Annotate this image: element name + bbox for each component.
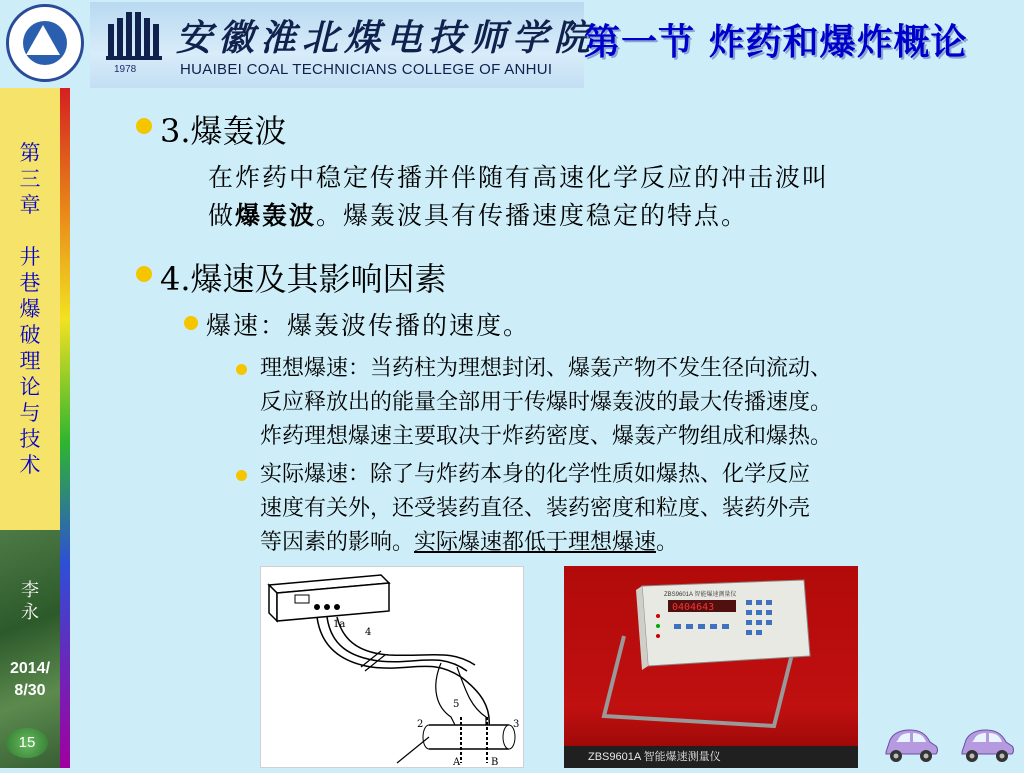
diagram-drawing xyxy=(261,567,525,769)
actual-velocity-paragraph xyxy=(260,458,810,560)
next-slide-car-icon[interactable] xyxy=(956,722,1018,766)
rainbow-divider xyxy=(60,88,70,768)
ideal-velocity-paragraph xyxy=(260,352,832,454)
term-bold: 爆轰波 xyxy=(235,201,317,230)
bullet-icon xyxy=(236,470,247,481)
college-name-chinese: 安徽淮北煤电技师学院 xyxy=(176,17,597,59)
chapter-char: 与 xyxy=(19,401,41,425)
svg-text:2: 2 xyxy=(417,719,424,730)
definition-line-2 xyxy=(208,196,748,232)
college-banner xyxy=(90,2,597,88)
photo-caption: ZBS9601A 智能爆速测量仪 xyxy=(564,746,858,768)
velocity-meter-photo xyxy=(564,566,858,768)
previous-slide-car-icon[interactable] xyxy=(880,722,942,766)
chapter-char: 第 xyxy=(19,141,41,165)
bullet-icon xyxy=(184,316,198,330)
actual-line: 速度有关外，还受装药直径、装药密度和粒度、装药外壳 xyxy=(260,496,811,521)
chapter-char: 巷 xyxy=(19,271,41,295)
definition-suffix: 。爆轰波具有传播速度稳定的特点。 xyxy=(316,201,749,230)
date-line: 8/30 xyxy=(14,682,46,699)
measurement-diagram xyxy=(260,566,524,768)
chapter-char: 章 xyxy=(19,193,41,217)
device-label: ZBS9601A 智能爆速测量仪 xyxy=(664,592,737,598)
svg-text:3: 3 xyxy=(513,719,520,730)
svg-text:A: A xyxy=(453,757,461,768)
bullet-icon xyxy=(136,266,152,282)
definition-prefix: 做 xyxy=(208,201,236,230)
chapter-char: 破 xyxy=(19,323,41,347)
meter-display: 0404643 xyxy=(672,602,715,613)
founding-year: 1978 xyxy=(114,64,137,75)
author-char: 永 xyxy=(21,602,39,623)
actual-line-suffix: 。 xyxy=(656,530,679,555)
definition-line-1: 在炸药中稳定传播并伴随有高速化学反应的冲击波叫 xyxy=(208,163,830,192)
slide-date xyxy=(0,658,60,702)
underlined-conclusion: 实际爆速都低于理想爆速 xyxy=(414,530,657,555)
actual-line-prefix: 等因素的影响。 xyxy=(260,530,415,555)
ideal-line: 理想爆速：当药柱为理想封闭、爆轰产物不发生径向流动、 xyxy=(260,356,833,381)
chapter-char: 论 xyxy=(19,375,41,399)
chapter-char: 理 xyxy=(19,349,41,373)
chapter-char: 三 xyxy=(19,167,41,191)
logo-triangle-icon xyxy=(26,25,60,55)
slide-header xyxy=(0,0,1024,88)
diagram-label: 1a xyxy=(333,619,346,630)
heading-detonation-wave: 3.爆轰波 xyxy=(160,112,287,150)
section-title: 第一节 炸药和爆炸概论 xyxy=(584,21,968,63)
meter-device-drawing xyxy=(564,566,858,746)
actual-line: 实际爆速：除了与炸药本身的化学性质如爆热、化学反应 xyxy=(260,462,811,487)
chapter-label xyxy=(0,140,60,478)
ideal-line: 反应释放出的能量全部用于传爆时爆轰波的最大传播速度。 xyxy=(260,390,833,415)
chapter-spacer xyxy=(0,218,60,244)
velocity-definition: 爆速：爆轰波传播的速度。 xyxy=(206,311,531,340)
date-line: 2014/ xyxy=(9,660,51,677)
heading-detonation-velocity: 4.爆速及其影响因素 xyxy=(160,260,447,298)
ideal-line: 炸药理想爆速主要取决于炸药密度、爆轰产物组成和爆热。 xyxy=(260,424,833,449)
chapter-char: 技 xyxy=(19,427,41,451)
bullet-icon xyxy=(136,118,152,134)
bullet-icon xyxy=(236,364,247,375)
page-number: 15 xyxy=(6,728,48,758)
chapter-char: 爆 xyxy=(19,297,41,321)
actual-line xyxy=(260,526,810,560)
author-char: 李 xyxy=(21,580,39,601)
diagram-label: 4 xyxy=(365,627,372,638)
chapter-char: 井 xyxy=(19,245,41,269)
svg-text:5: 5 xyxy=(453,699,460,710)
chapter-char: 术 xyxy=(19,453,41,477)
college-logo xyxy=(6,4,84,82)
building-icon xyxy=(106,12,162,60)
college-name-english: HUAIBEI COAL TECHNICIANS COLLEGE OF ANHUI xyxy=(180,61,553,78)
svg-text:B: B xyxy=(491,757,499,768)
author-name xyxy=(0,580,60,624)
